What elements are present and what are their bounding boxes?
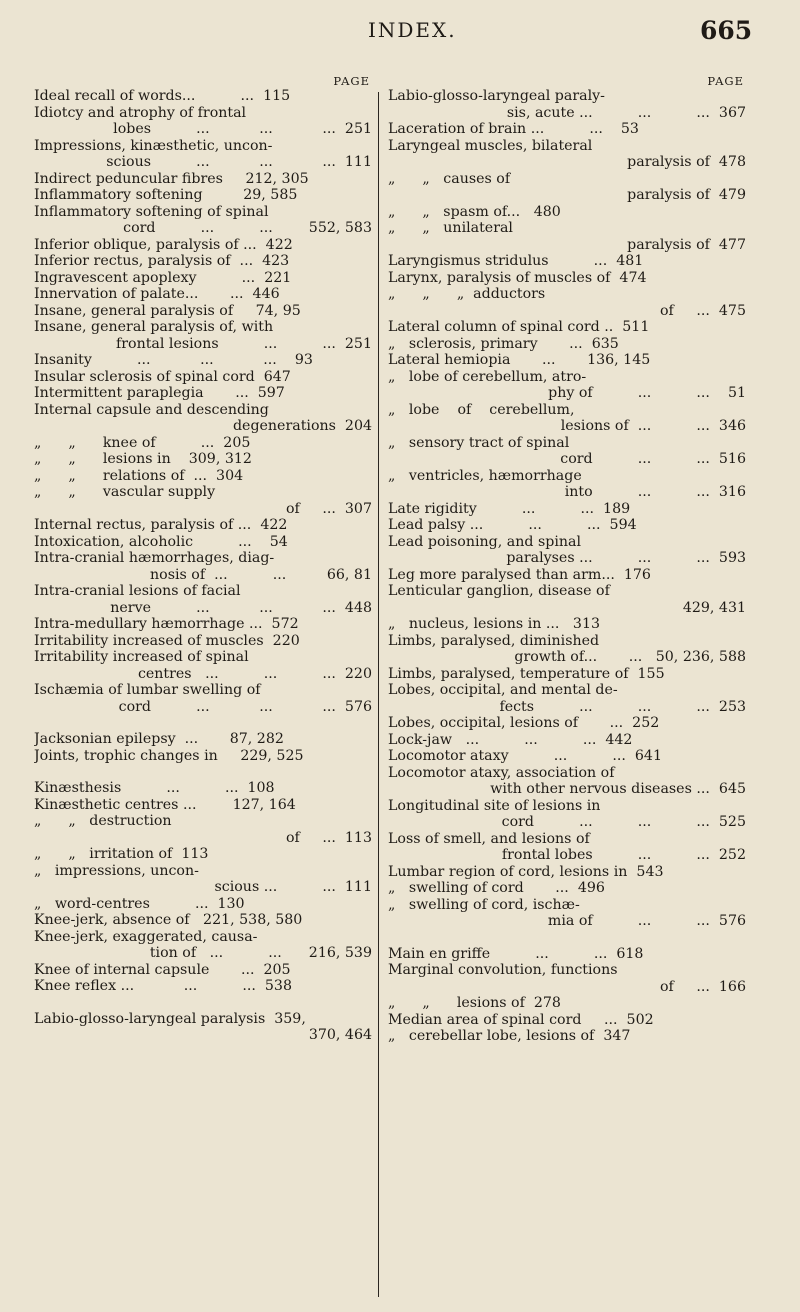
index-entry [34, 863, 372, 896]
index-entry-continuation: scious ... ... 111 [214, 879, 372, 895]
index-entry [34, 550, 372, 583]
index-entry [34, 517, 372, 534]
index-entry-continuation: cord ... ... ... 525 [501, 814, 746, 830]
index-entry [388, 286, 746, 319]
index-entry-text: Kinæsthetic centres ... 127, 164 [34, 796, 296, 813]
index-entry-text: Intra-cranial hæmorrhages, diag- [34, 550, 275, 566]
index-entry-text: Late rigidity ... ... 189 [388, 500, 631, 517]
index-entry-text: Joints, trophic changes in 229, 525 [34, 747, 304, 764]
index-entry [34, 468, 372, 485]
index-entry-text: Longitudinal site of lesions in [388, 797, 601, 814]
index-entry [34, 846, 372, 863]
index-entry-text: Inferior oblique, paralysis of ... 422 [34, 236, 293, 253]
index-entry [388, 517, 746, 534]
index-entry-text: Lead palsy ... ... ... 594 [388, 517, 637, 533]
index-entry [34, 534, 372, 551]
index-entry-text: Indirect peduncular fibres 212, 305 [34, 170, 309, 187]
index-entry-continuation: sis, acute ... ... ... 367 [506, 104, 746, 121]
index-entry-continuation: frontal lobes ... ... 252 [501, 847, 746, 863]
index-entry-text: „ lobe of cerebellum, [388, 401, 575, 418]
index-entry [388, 138, 746, 171]
index-entry-text: Limbs, paralysed, temperature of 155 [388, 665, 665, 682]
index-entry-text: „ „ causes of [388, 170, 511, 187]
index-entry-text: Ischæmia of lumbar swelling of [34, 682, 261, 698]
index-entry [388, 880, 746, 897]
index-entry-text: Ideal recall of words... ... 115 [34, 88, 291, 104]
index-entry [388, 253, 746, 270]
index-entry-text: Irritability increased of spinal [34, 649, 249, 665]
index-entry [34, 797, 372, 814]
index-entry [34, 88, 372, 105]
index-entry-text: Labio-glosso-laryngeal paralysis 359, [34, 1010, 306, 1027]
index-entry [34, 616, 372, 633]
index-entry-text: Innervation of palate... ... 446 [34, 286, 280, 302]
index-entry [34, 369, 372, 386]
index-entry [388, 319, 746, 336]
index-entry-continuation: lobes ... ... ... 251 [113, 121, 372, 137]
index-entry-text: Lobes, occipital, lesions of ... 252 [388, 715, 660, 731]
index-entry-text: Insanity ... ... ... 93 [34, 352, 313, 368]
right-column [388, 74, 746, 1045]
index-entry-text: Irritability increased of muscles 220 [34, 632, 300, 649]
index-entry-text: „ swelling of cord, ischæ- [388, 896, 580, 913]
index-entry-text: Knee of internal capsule ... 205 [34, 961, 291, 978]
index-entry-text: „ „ vascular supply [34, 484, 216, 500]
page-column-label: PAGE [707, 74, 744, 88]
index-entry [34, 1011, 372, 1044]
index-entry [388, 962, 746, 995]
index-entry-continuation: lesions of ... ... 346 [560, 418, 746, 434]
index-entry-text: „ „ lesions in 309, 312 [34, 451, 252, 467]
index-entry-text: Kinæsthesis ... ... 108 [34, 780, 275, 796]
index-entry [388, 995, 746, 1012]
index-entry [388, 534, 746, 567]
index-entry [34, 731, 372, 748]
index-entry [34, 962, 372, 979]
index-entry-text: „ „ knee of ... 205 [34, 434, 251, 451]
index-entry-text: „ swelling of cord ... 496 [388, 880, 605, 896]
index-entry-text: „ word-centres ... 130 [34, 895, 245, 912]
index-entry-text: Inflammatory softening 29, 585 [34, 187, 298, 203]
index-entry [34, 451, 372, 468]
index-entry [388, 501, 746, 518]
index-entry-continuation: of ... 166 [660, 978, 746, 995]
index-entry-text: Limbs, paralysed, diminished [388, 632, 600, 649]
index-entry [34, 780, 372, 797]
index-entry-text: Intoxication, alcoholic ... 54 [34, 533, 288, 550]
index-entry [388, 748, 746, 765]
index-entry [34, 748, 372, 765]
index-entry [34, 303, 372, 320]
index-entry-continuation: scious ... ... ... 111 [106, 154, 372, 170]
index-entry-continuation: cord ... ... ... 576 [118, 698, 372, 715]
index-entry-text: Lobes, occipital, and mental de- [388, 682, 618, 698]
index-entry-text: „ „ spasm of... 480 [388, 203, 561, 220]
index-entry [34, 204, 372, 237]
index-entry [388, 1028, 746, 1045]
index-entry-continuation: cord ... ... 516 [560, 451, 746, 467]
index-entry [34, 138, 372, 171]
index-entry-continuation: 370, 464 [308, 1027, 372, 1043]
index-entry-continuation: degenerations 204 [232, 418, 372, 434]
index-entry [34, 435, 372, 452]
index-entry [34, 253, 372, 270]
index-entry-text: Lateral hemiopia ... 136, 145 [388, 352, 651, 368]
index-entry [34, 633, 372, 650]
index-entry [34, 896, 372, 913]
index-entry [388, 798, 746, 831]
index-entry-text: Locomotor ataxy ... ... 641 [388, 748, 662, 764]
index-entry-text: Lenticular ganglion, disease of [388, 583, 610, 599]
index-entry-continuation: into ... ... 316 [564, 484, 746, 500]
index-entry [388, 732, 746, 749]
index-entry [388, 171, 746, 204]
index-entry-continuation: nosis of ... ... 66, 81 [150, 566, 372, 583]
index-entry [34, 171, 372, 188]
index-entry [34, 319, 372, 352]
index-entry-text: „ lobe of cerebellum, atro- [388, 368, 587, 385]
index-entry [388, 633, 746, 666]
index-entry [388, 682, 746, 715]
index-entry-text: „ „ destruction [34, 813, 172, 829]
index-entry-text: Larynx, paralysis of muscles of 474 [388, 269, 647, 286]
index-entry [34, 237, 372, 254]
index-entry [388, 204, 746, 221]
index-entry-continuation: frontal lesions ... ... 251 [116, 335, 372, 352]
index-entry [34, 929, 372, 962]
index-entry-text: Internal rectus, paralysis of ... 422 [34, 517, 288, 533]
index-entry [34, 813, 372, 846]
index-entry [34, 912, 372, 929]
index-entry-text: Inflammatory softening of spinal [34, 203, 269, 220]
index-entry-text: Idiotcy and atrophy of frontal [34, 104, 247, 121]
index-entry-text: Locomotor ataxy, association of [388, 764, 615, 781]
index-entry [388, 946, 746, 963]
index-entry [388, 567, 746, 584]
index-entry-text: Knee reflex ... ... ... 538 [34, 978, 292, 994]
index-entry-text: Intermittent paraplegia ... 597 [34, 385, 285, 401]
column-divider [378, 92, 379, 1297]
index-entry-text: Impressions, kinæsthetic, uncon- [34, 137, 273, 154]
index-entry-text: Knee-jerk, absence of 221, 538, 580 [34, 912, 303, 928]
index-entry [388, 435, 746, 468]
index-entry [388, 336, 746, 353]
index-entry [388, 897, 746, 930]
index-entry-continuation: phy of ... ... 51 [548, 385, 746, 401]
index-entry-text: Intra-medullary hæmorrhage ... 572 [34, 616, 299, 632]
index-entry-text: Intra-cranial lesions of facial [34, 583, 241, 599]
index-entry-continuation: with other nervous diseases ... 645 [490, 781, 746, 797]
index-entry-continuation: of ... 113 [286, 829, 372, 846]
index-entry-text: Insane, general paralysis of, with [34, 319, 274, 335]
index-entry-text: „ „ irritation of 113 [34, 846, 209, 862]
index-entry [34, 583, 372, 616]
index-entry [34, 649, 372, 682]
index-entry [388, 864, 746, 881]
index-entry [388, 1012, 746, 1029]
letter-gap [34, 715, 372, 731]
index-entry [388, 88, 746, 121]
index-entry [388, 121, 746, 138]
index-entry-text: Loss of smell, and lesions of [388, 830, 590, 847]
index-entry-continuation: nerve ... ... ... 448 [110, 599, 372, 616]
index-entry-text: Marginal convolution, functions [388, 962, 618, 978]
index-entry-continuation: paralysis of 479 [627, 187, 746, 203]
index-entry-text: „ ventricles, hæmorrhage [388, 467, 582, 484]
index-entry-continuation: cord ... ... 552, 583 [123, 220, 372, 236]
index-entry-text: Lateral column of spinal cord .. 511 [388, 319, 650, 335]
index-entry-text: Laryngeal muscles, bilateral [388, 137, 593, 154]
index-entry-continuation: 429, 431 [682, 599, 746, 616]
index-entry-continuation: centres ... ... ... 220 [137, 665, 372, 682]
index-entry-text: Main en griffe ... ... 618 [388, 945, 644, 962]
page-column-label: PAGE [333, 74, 370, 88]
index-entry [34, 682, 372, 715]
index-entry [34, 385, 372, 402]
index-entry-continuation: of ... 307 [286, 500, 372, 517]
left-column [34, 74, 372, 1044]
index-entry-text: Insane, general paralysis of 74, 95 [34, 302, 301, 319]
index-entry-text: „ „ „ adductors [388, 286, 546, 302]
index-entry-text: Labio-glosso-laryngeal paraly- [388, 88, 605, 104]
index-entry [388, 616, 746, 633]
index-entry [34, 484, 372, 517]
index-entry-text: „ nucleus, lesions in ... 313 [388, 616, 601, 632]
index-entry-continuation: mia of ... ... 576 [547, 913, 746, 929]
index-entry [388, 765, 746, 798]
index-entry-text: Insular sclerosis of spinal cord 647 [34, 368, 291, 385]
index-entry [34, 187, 372, 204]
index-entry-continuation: of ... 475 [660, 302, 746, 319]
index-entry-text: Laceration of brain ... ... 53 [388, 121, 639, 137]
index-entry [388, 583, 746, 616]
index-entry-continuation: growth of... ... 50, 236, 588 [514, 649, 746, 665]
index-entry-continuation: tion of ... ... 216, 539 [149, 945, 372, 961]
index-entry [388, 666, 746, 683]
index-entry-text: Laryngismus stridulus ... 481 [388, 253, 644, 269]
index-entry-text: „ „ relations of ... 304 [34, 467, 244, 484]
index-entry [34, 978, 372, 995]
running-title: INDEX. [368, 18, 457, 42]
index-entry-text: Lead poisoning, and spinal [388, 533, 581, 550]
index-entry-text: Jacksonian epilepsy ... 87, 282 [34, 731, 284, 747]
index-entry-text: Internal capsule and descending [34, 401, 269, 418]
index-entry-text: „ „ unilateral [388, 220, 513, 236]
index-entry [388, 715, 746, 732]
index-entry-text: Lumbar region of cord, lesions in 543 [388, 863, 664, 880]
index-entry-text: „ impressions, uncon- [34, 862, 199, 879]
index-entry-continuation: paralyses ... ... ... 593 [506, 550, 746, 566]
page-number: 665 [700, 16, 753, 45]
index-entry-text: Knee-jerk, exaggerated, causa- [34, 928, 258, 945]
index-entry-text: Median area of spinal cord ... 502 [388, 1011, 654, 1028]
index-entry-text: „ sensory tract of spinal [388, 434, 570, 451]
index-entry [34, 270, 372, 287]
index-entry [388, 831, 746, 864]
index-entry-text: Ingravescent apoplexy ... 221 [34, 269, 292, 286]
index-entry [388, 270, 746, 287]
index-entry [388, 352, 746, 369]
letter-gap [34, 764, 372, 780]
letter-gap [388, 930, 746, 946]
index-entry-text: Lock-jaw ... ... ... 442 [388, 731, 633, 748]
index-entry-continuation: fects ... ... ... 253 [499, 698, 746, 715]
letter-gap [34, 995, 372, 1011]
index-entry [34, 286, 372, 303]
index-entry [388, 402, 746, 435]
index-entry [388, 468, 746, 501]
index-entry [388, 369, 746, 402]
index-entry [34, 352, 372, 369]
index-entry-text: Inferior rectus, paralysis of ... 423 [34, 253, 290, 269]
index-entry-text: „ sclerosis, primary ... 635 [388, 335, 619, 352]
index-entry [388, 220, 746, 253]
index-entry-text: Leg more paralysed than arm... 176 [388, 566, 651, 583]
index-entry-continuation: paralysis of 477 [627, 236, 746, 253]
index-entry-text: „ cerebellar lobe, lesions of 347 [388, 1028, 631, 1044]
index-entry-text: „ „ lesions of 278 [388, 995, 561, 1011]
index-entry-continuation: paralysis of 478 [627, 154, 746, 170]
index-entry [34, 105, 372, 138]
index-entry [34, 402, 372, 435]
page-header [0, 16, 800, 50]
